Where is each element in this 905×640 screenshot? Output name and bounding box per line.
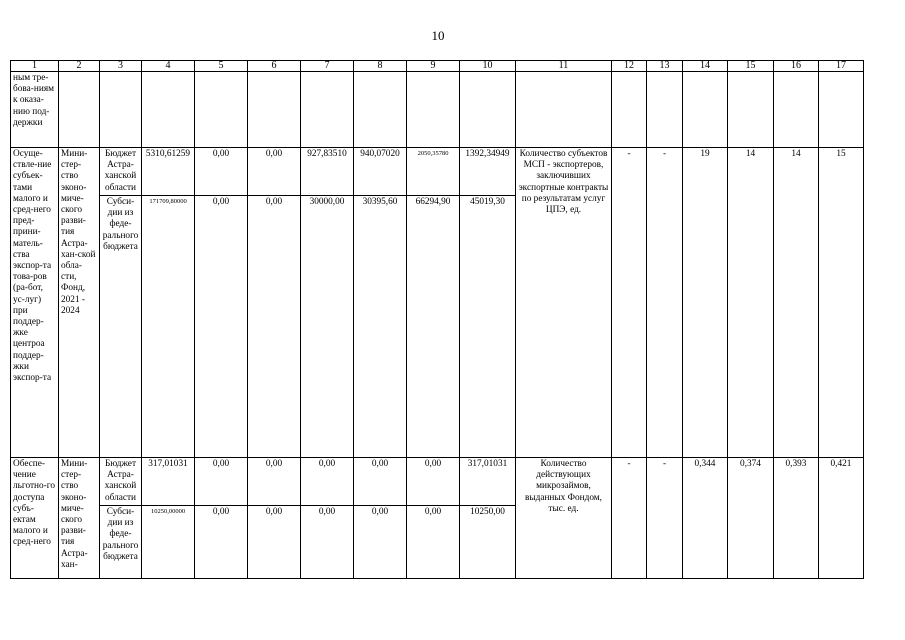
funding-source: Субси-дии из феде-рального бюджета — [100, 196, 142, 458]
col-header: 5 — [195, 61, 248, 72]
col-header: 15 — [728, 61, 774, 72]
continuation-cell: ным тре-бова-ниям к оказа-нию под-держки — [11, 72, 59, 148]
continuation-row — [11, 72, 864, 148]
col-header: 7 — [301, 61, 354, 72]
value-cell: 0,344 — [683, 458, 728, 579]
col-header: 4 — [142, 61, 195, 72]
col-header: 11 — [516, 61, 612, 72]
value-cell: 0,393 — [774, 458, 819, 579]
value-cell: 0,00 — [248, 148, 301, 196]
value-cell: - — [612, 148, 647, 458]
value-cell: 10250,00 — [460, 506, 516, 579]
value-cell: 0,00 — [407, 506, 460, 579]
value-cell: 0,00 — [407, 458, 460, 506]
header-row — [11, 61, 864, 72]
value-cell: 927,83510 — [301, 148, 354, 196]
value-cell: 0,00 — [195, 196, 248, 458]
value-cell: 0,421 — [819, 458, 864, 579]
activity-cell: Обеспе-чение льготно-го доступа субъ-ектам малого и сред-него — [11, 458, 59, 579]
activity-cell: Осуще-ствле-ние субъек-тами малого и сред-него пред-прини-матель-ства экспор-та това-ров (ра-бот, ус-луг) при поддер-жке центроа поддер-жки экспор-та — [11, 148, 59, 458]
value-cell: 317,01031 — [142, 458, 195, 506]
executor-cell: Мини-стер-ство эконо-миче-ского разви-тия Астра-хан- — [59, 458, 100, 579]
funding-source: Бюджет Астра-ханской области — [100, 458, 142, 506]
indicator-cell: Количество действующих микрозаймов, выданных Фондом, тыс. ед. — [516, 458, 612, 579]
col-header: 10 — [460, 61, 516, 72]
value-cell: 0,00 — [195, 506, 248, 579]
col-header: 1 — [11, 61, 59, 72]
value-cell: 317,01031 — [460, 458, 516, 506]
value-cell: 0,00 — [354, 458, 407, 506]
value-cell: 2050,35780 — [407, 148, 460, 196]
value-cell: - — [647, 148, 683, 458]
value-cell: 10250,00000 — [142, 506, 195, 579]
value-cell: 15 — [819, 148, 864, 458]
value-cell: - — [647, 458, 683, 579]
value-cell: 0,00 — [248, 196, 301, 458]
value-cell: 940,07020 — [354, 148, 407, 196]
value-cell: 19 — [683, 148, 728, 458]
col-header: 13 — [647, 61, 683, 72]
value-cell: 30395,60 — [354, 196, 407, 458]
indicator-cell: Количество субъектов МСП - экспортеров, заключивших экспортные контракты по результатам услуг ЦПЭ, ед. — [516, 148, 612, 458]
funding-source: Бюджет Астра-ханской области — [100, 148, 142, 196]
executor-cell: Мини-стер-ство эконо-миче-ского разви-тия Астра-хан-ской обла-сти, Фонд, 2021 - 2024 — [59, 148, 100, 458]
col-header: 3 — [100, 61, 142, 72]
col-header: 12 — [612, 61, 647, 72]
value-cell: 0,00 — [301, 458, 354, 506]
page-number: 10 — [431, 28, 445, 43]
value-cell: 14 — [728, 148, 774, 458]
value-cell: 0,374 — [728, 458, 774, 579]
value-cell: 0,00 — [195, 148, 248, 196]
col-header: 14 — [683, 61, 728, 72]
col-header: 8 — [354, 61, 407, 72]
col-header: 9 — [407, 61, 460, 72]
value-cell: 171709,80000 — [142, 196, 195, 458]
col-header: 17 — [819, 61, 864, 72]
value-cell: 66294,90 — [407, 196, 460, 458]
value-cell: 0,00 — [248, 506, 301, 579]
value-cell: 0,00 — [195, 458, 248, 506]
col-header: 6 — [248, 61, 301, 72]
program-table — [10, 60, 864, 579]
value-cell: - — [612, 458, 647, 579]
table-row — [11, 148, 864, 196]
col-header: 2 — [59, 61, 100, 72]
value-cell: 45019,30 — [460, 196, 516, 458]
value-cell: 0,00 — [248, 458, 301, 506]
value-cell: 30000,00 — [301, 196, 354, 458]
col-header: 16 — [774, 61, 819, 72]
value-cell: 1392,34949 — [460, 148, 516, 196]
funding-source: Субси-дии из феде-рального бюджета — [100, 506, 142, 579]
table-row — [11, 458, 864, 506]
value-cell: 14 — [774, 148, 819, 458]
value-cell: 0,00 — [354, 506, 407, 579]
value-cell: 5310,61259 — [142, 148, 195, 196]
value-cell: 0,00 — [301, 506, 354, 579]
